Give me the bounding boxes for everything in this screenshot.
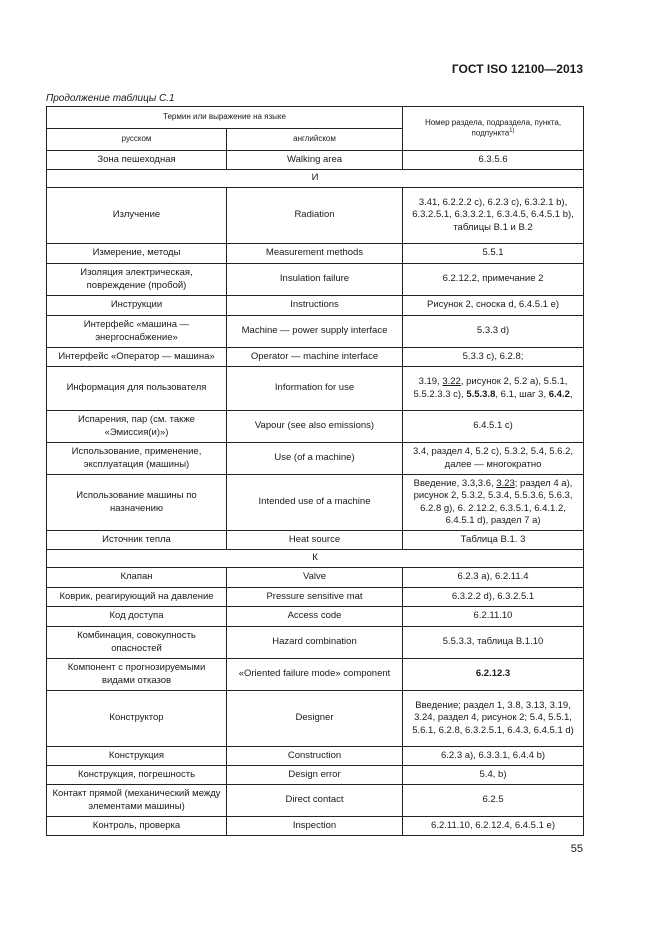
cell-russian-term: Испарения, пар (см. также «Эмиссия(и)») — [47, 411, 227, 443]
cell-russian-term: Инструкции — [47, 296, 227, 316]
cell-english-term: Valve — [227, 568, 403, 588]
cell-section-ref: 5.5.1 — [403, 244, 584, 264]
cell-russian-term: Коврик, реагирующий на давление — [47, 588, 227, 607]
cell-russian-term: Использование, применение, эксплуатация (машины) — [47, 443, 227, 475]
cell-russian-term: Излучение — [47, 188, 227, 244]
table-caption: Продолжение таблицы С.1 — [46, 93, 175, 104]
table-row — [47, 411, 584, 443]
cell-english-term: Inspection — [227, 817, 403, 836]
cell-section-ref: 5.3.3 c), 6.2.8; — [403, 348, 584, 367]
table-row — [47, 607, 584, 627]
cell-section-ref: 6.2.5 — [403, 785, 584, 817]
cell-section-ref: 3.41, 6.2.2.2 c), 6.2.3 c), 6.3.2.1 b), 6.3.2.5.1, 6.3.3.2.1, 6.3.4.5, 6.4.5.1 b), таблицы В.1 и В.2 — [403, 188, 584, 244]
cell-russian-term: Клапан — [47, 568, 227, 588]
cell-section-ref: 3.4, раздел 4, 5.2 c), 5.3.2, 5.4, 5.6.2, далее — многократно — [403, 443, 584, 475]
cell-section-ref: 6.2.12.2, примечание 2 — [403, 264, 584, 296]
cell-section-ref: Таблица В.1. 3 — [403, 531, 584, 550]
header-row — [47, 107, 584, 129]
terms-table — [46, 106, 584, 836]
cell-section-ref: 6.4.5.1 c) — [403, 411, 584, 443]
cell-english-term: Information for use — [227, 367, 403, 411]
cell-russian-term: Конструктор — [47, 691, 227, 747]
cell-russian-term: Конструкция — [47, 747, 227, 766]
table-row — [47, 244, 584, 264]
cell-section-ref: 3.19, 3.22, рисунок 2, 5.2 a), 5.5.1, 5.5.2.3.3 c), 5.5.3.8, 6.1, шаг 3, 6.4.2, — [403, 367, 584, 411]
table-row — [47, 264, 584, 296]
table-row — [47, 785, 584, 817]
cell-english-term: Hazard combination — [227, 627, 403, 659]
page-number: 55 — [570, 843, 583, 855]
cell-russian-term: Информация для пользователя — [47, 367, 227, 411]
section-letter: К — [47, 550, 584, 568]
cell-english-term: Insulation failure — [227, 264, 403, 296]
table-row — [47, 316, 584, 348]
cell-english-term: Instructions — [227, 296, 403, 316]
cell-english-term: Construction — [227, 747, 403, 766]
cell-russian-term: Использование машины по назначению — [47, 475, 227, 531]
cell-english-term: Radiation — [227, 188, 403, 244]
cell-russian-term: Измерение, методы — [47, 244, 227, 264]
cell-russian-term: Конструкция, погрешность — [47, 766, 227, 785]
cell-section-ref: 6.2.3 a), 6.2.11.4 — [403, 568, 584, 588]
table-row — [47, 296, 584, 316]
cell-section-ref: Рисунок 2, сноска d, 6.4.5.1 e) — [403, 296, 584, 316]
table-row — [47, 627, 584, 659]
table-row — [47, 531, 584, 550]
cell-section-ref: 6.3.5.6 — [403, 151, 584, 170]
header-term: Термин или выражение на языке — [47, 107, 403, 129]
cell-russian-term: Код доступа — [47, 607, 227, 627]
cell-english-term: Intended use of a machine — [227, 475, 403, 531]
cell-english-term: Walking area — [227, 151, 403, 170]
cell-english-term: Vapour (see also emissions) — [227, 411, 403, 443]
cell-russian-term: Изоляция электрическая, повреждение (пробой) — [47, 264, 227, 296]
cell-section-ref: 5.5.3.3, таблица В.1.10 — [403, 627, 584, 659]
table-row — [47, 151, 584, 170]
cell-russian-term: Зона пешеходная — [47, 151, 227, 170]
table-row — [47, 691, 584, 747]
section-letter: И — [47, 170, 584, 188]
cell-russian-term: Контакт прямой (механический между элементами машины) — [47, 785, 227, 817]
table-row — [47, 188, 584, 244]
table-row — [47, 747, 584, 766]
table-row — [47, 659, 584, 691]
cell-english-term: Machine — power supply interface — [227, 316, 403, 348]
cell-russian-term: Источник тепла — [47, 531, 227, 550]
cell-section-ref: 6.3.2.2 d), 6.3.2.5.1 — [403, 588, 584, 607]
table-row — [47, 568, 584, 588]
cell-english-term: Heat source — [227, 531, 403, 550]
cell-section-ref: Введение; раздел 1, 3.8, 3.13, 3.19, 3.24, раздел 4, рисунок 2; 5.4, 5.5.1, 5.6.1, 6.2.8, 6.3.2.5.1, 6.4.3, 6.4.5.1 d) — [403, 691, 584, 747]
cell-section-ref: 5.4, b) — [403, 766, 584, 785]
cell-english-term: Measurement methods — [227, 244, 403, 264]
cell-russian-term: Интерфейс «Оператор — машина» — [47, 348, 227, 367]
table-row — [47, 817, 584, 836]
cell-section-ref: Введение, 3.3,3.6, 3.23; раздел 4 a), рисунок 2, 5.3.2, 5.3.4, 5.5.3.6, 5.6.3, 6.2.8 g), 6. 2.12.2, 6.3.5.1, 6.4.1.2, 6.4.5.1 d), раздел 7 a) — [403, 475, 584, 531]
cell-section-ref: 5.3.3 d) — [403, 316, 584, 348]
cell-english-term: Direct contact — [227, 785, 403, 817]
cell-russian-term: Компонент с прогнозируемыми видами отказов — [47, 659, 227, 691]
letter-row — [47, 170, 584, 188]
document-code: ГОСТ ISO 12100—2013 — [451, 62, 583, 76]
letter-row — [47, 550, 584, 568]
cell-english-term: Use (of a machine) — [227, 443, 403, 475]
cell-section-ref: 6.2.3 a), 6.3.3.1, 6.4.4 b) — [403, 747, 584, 766]
table-row — [47, 588, 584, 607]
header-english: английском — [227, 129, 403, 151]
cell-russian-term: Контроль, проверка — [47, 817, 227, 836]
header-section-number: Номер раздела, подраздела, пункта, подпункта$^{1)}$ — [403, 107, 584, 151]
table-row — [47, 348, 584, 367]
cell-english-term: Access code — [227, 607, 403, 627]
cell-english-term: Design error — [227, 766, 403, 785]
cell-section-ref: 6.2.11.10 — [403, 607, 584, 627]
cell-english-term: Pressure sensitive mat — [227, 588, 403, 607]
cell-section-ref: 6.2.12.3 — [403, 659, 584, 691]
cell-english-term: Designer — [227, 691, 403, 747]
cell-english-term: Operator — machine interface — [227, 348, 403, 367]
cell-russian-term: Комбинация, совокупность опасностей — [47, 627, 227, 659]
cell-english-term: «Oriented failure mode» component — [227, 659, 403, 691]
table-row — [47, 367, 584, 411]
table-row — [47, 475, 584, 531]
table-row — [47, 443, 584, 475]
cell-russian-term: Интерфейс «машина — энергоснабжение» — [47, 316, 227, 348]
header-russian: русском — [47, 129, 227, 151]
cell-section-ref: 6.2.11.10, 6.2.12.4, 6.4.5.1 e) — [403, 817, 584, 836]
table-row — [47, 766, 584, 785]
